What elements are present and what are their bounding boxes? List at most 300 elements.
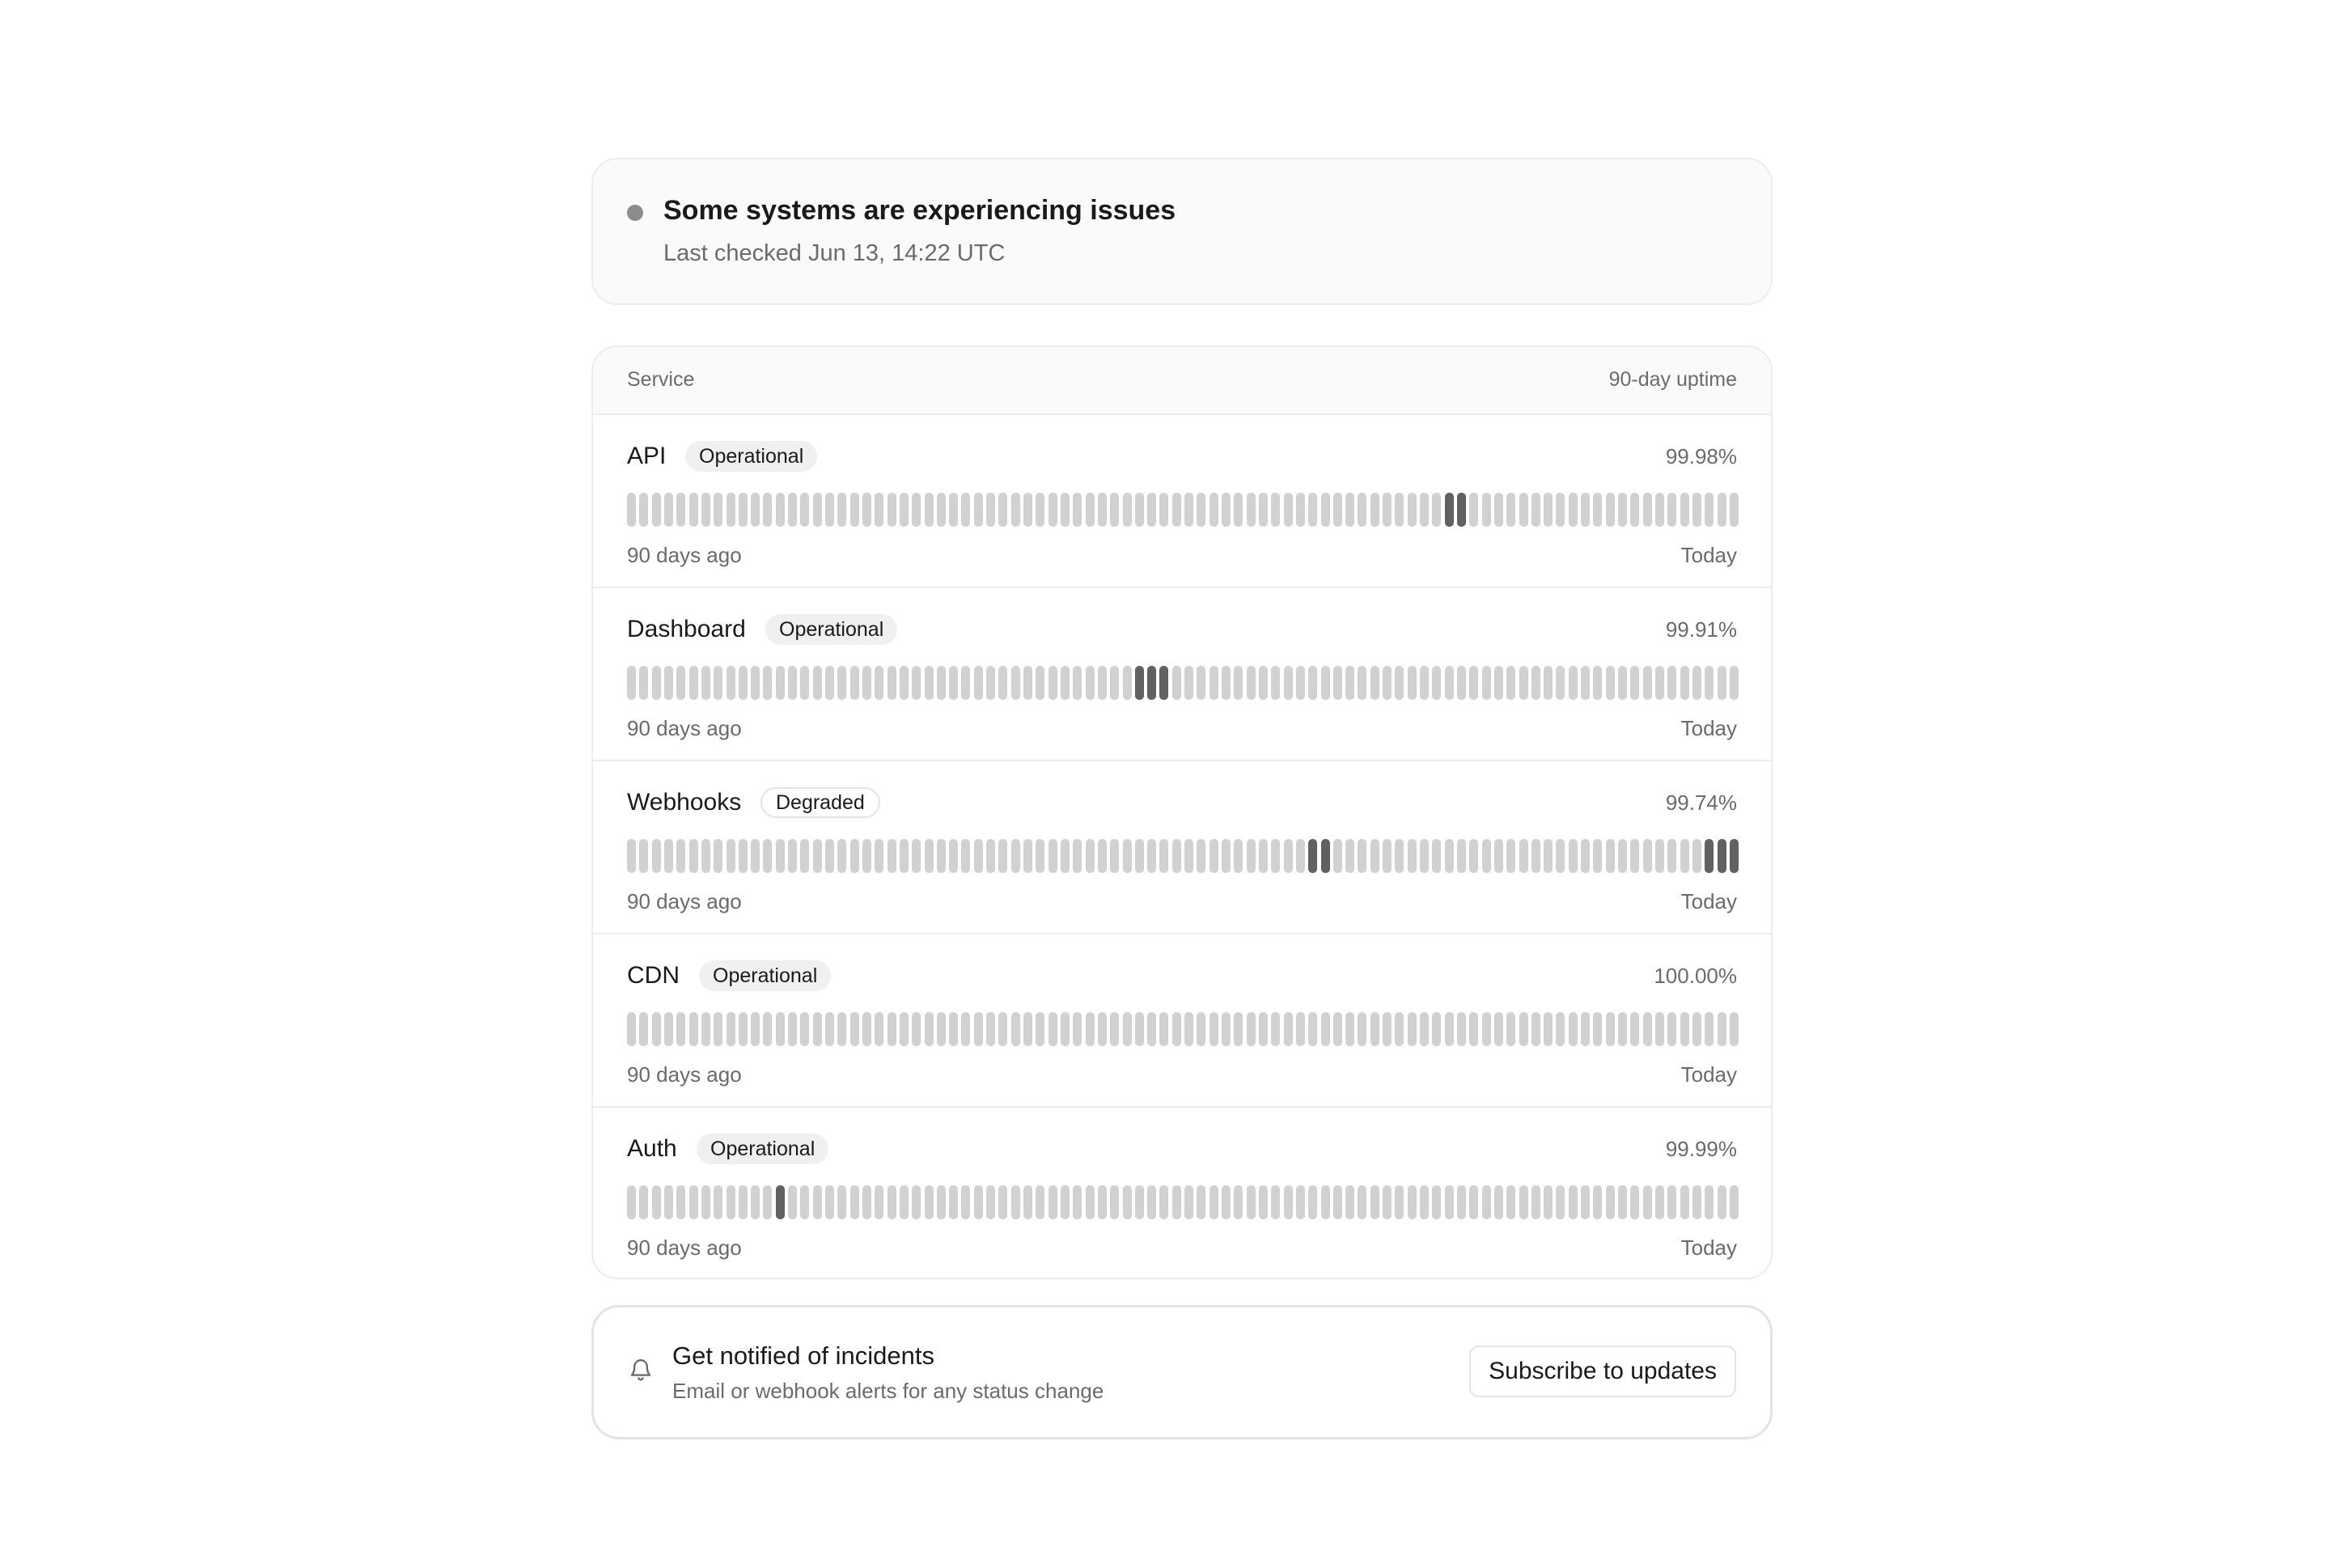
uptime-day-bar[interactable] [1581,493,1590,527]
uptime-day-bar[interactable] [813,493,822,527]
uptime-day-bar[interactable] [1569,1185,1578,1219]
uptime-day-bar[interactable] [1606,1185,1615,1219]
uptime-day-bar[interactable] [1420,839,1429,873]
uptime-day-bar[interactable] [1184,839,1193,873]
uptime-day-bar[interactable] [888,839,896,873]
uptime-day-bar[interactable] [1457,1185,1466,1219]
uptime-day-bar[interactable] [961,666,970,700]
uptime-day-bar[interactable] [1593,1012,1602,1046]
uptime-day-bar[interactable] [986,493,995,527]
uptime-day-bar[interactable] [1531,1185,1540,1219]
uptime-day-bar[interactable] [1569,666,1578,700]
uptime-day-bar[interactable] [1705,1012,1714,1046]
uptime-day-bar[interactable] [1011,493,1020,527]
uptime-day-bar[interactable] [900,666,909,700]
uptime-day-bar[interactable] [776,666,785,700]
uptime-day-bar[interactable] [1135,1012,1144,1046]
uptime-day-bar[interactable] [1023,493,1032,527]
uptime-day-bar[interactable] [986,1012,995,1046]
uptime-day-bar[interactable] [800,666,809,700]
uptime-day-bar[interactable] [1395,839,1404,873]
uptime-day-bar[interactable] [1197,1185,1205,1219]
uptime-day-bar[interactable] [676,1185,685,1219]
uptime-day-bar[interactable] [1544,1012,1553,1046]
uptime-day-bar[interactable] [676,1012,685,1046]
uptime-day-bar[interactable] [1593,666,1602,700]
uptime-day-bar[interactable] [788,1185,797,1219]
uptime-day-bar[interactable] [714,666,722,700]
uptime-day-bar[interactable] [1184,666,1193,700]
uptime-day-bar[interactable] [1011,1185,1020,1219]
uptime-day-bar[interactable] [998,1185,1007,1219]
uptime-day-bar[interactable] [1048,1185,1057,1219]
uptime-day-bar[interactable] [689,1012,698,1046]
uptime-day-bar[interactable] [900,1012,909,1046]
uptime-day-bar[interactable] [998,1012,1007,1046]
uptime-day-bar[interactable] [1123,1185,1132,1219]
uptime-day-bar[interactable] [627,666,636,700]
uptime-day-bar[interactable] [1358,493,1366,527]
uptime-day-bar[interactable] [1383,1012,1392,1046]
uptime-day-bar[interactable] [763,839,772,873]
uptime-day-bar[interactable] [652,493,661,527]
uptime-day-bar[interactable] [1457,839,1466,873]
uptime-day-bar[interactable] [850,839,859,873]
uptime-day-bar-incident[interactable] [1457,493,1466,527]
uptime-day-bar[interactable] [1482,1012,1491,1046]
uptime-day-bar[interactable] [1667,493,1676,527]
uptime-day-bar[interactable] [1073,1185,1082,1219]
uptime-day-bar[interactable] [1556,1012,1565,1046]
uptime-day-bar[interactable] [1271,839,1280,873]
uptime-day-bar[interactable] [1345,1185,1354,1219]
uptime-day-bar[interactable] [825,1185,834,1219]
uptime-day-bar[interactable] [1718,1185,1726,1219]
uptime-day-bar[interactable] [1408,666,1417,700]
uptime-day-bar[interactable] [714,1012,722,1046]
uptime-day-bar[interactable] [800,839,809,873]
uptime-day-bar[interactable] [1036,666,1044,700]
uptime-day-bar[interactable] [701,1012,710,1046]
uptime-day-bar[interactable] [1445,1185,1454,1219]
uptime-day-bar[interactable] [1023,666,1032,700]
uptime-day-bar[interactable] [1271,493,1280,527]
uptime-day-bar[interactable] [1345,493,1354,527]
uptime-day-bar[interactable] [1630,1185,1639,1219]
uptime-day-bar[interactable] [727,493,735,527]
uptime-day-bar[interactable] [1606,839,1615,873]
uptime-day-bar[interactable] [1284,1185,1293,1219]
uptime-day-bar[interactable] [900,1185,909,1219]
uptime-day-bar[interactable] [1197,839,1205,873]
uptime-day-bar[interactable] [1222,666,1231,700]
uptime-day-bar[interactable] [1209,839,1218,873]
uptime-day-bar[interactable] [925,493,934,527]
uptime-day-bar[interactable] [813,1185,822,1219]
uptime-day-bar[interactable] [1308,1185,1317,1219]
uptime-day-bar-incident[interactable] [1321,839,1330,873]
uptime-day-bar-incident[interactable] [1147,666,1156,700]
uptime-day-bar[interactable] [1209,1185,1218,1219]
uptime-day-bar[interactable] [1296,839,1305,873]
uptime-day-bar[interactable] [1159,493,1168,527]
uptime-day-bar[interactable] [1184,1185,1193,1219]
uptime-day-bar[interactable] [1643,839,1652,873]
uptime-day-bar[interactable] [664,666,673,700]
uptime-day-bar-incident[interactable] [776,1185,785,1219]
uptime-day-bar[interactable] [1519,1185,1528,1219]
uptime-day-bar[interactable] [1061,493,1070,527]
uptime-day-bar[interactable] [639,1012,648,1046]
uptime-day-bar[interactable] [961,1012,970,1046]
uptime-day-bar[interactable] [1259,1012,1268,1046]
uptime-day-bar[interactable] [1197,666,1205,700]
uptime-day-bar[interactable] [912,666,921,700]
uptime-day-bar[interactable] [1321,1185,1330,1219]
uptime-day-bar[interactable] [850,666,859,700]
uptime-day-bar[interactable] [1172,1185,1181,1219]
uptime-day-bar[interactable] [751,839,760,873]
uptime-day-bar[interactable] [1655,839,1664,873]
uptime-day-bar[interactable] [1692,1012,1701,1046]
uptime-day-bar[interactable] [974,1185,983,1219]
uptime-day-bar[interactable] [1197,1012,1205,1046]
uptime-day-bar[interactable] [1506,666,1515,700]
uptime-day-bar[interactable] [1692,666,1701,700]
uptime-day-bar[interactable] [1234,1012,1243,1046]
uptime-day-bar[interactable] [701,1185,710,1219]
uptime-day-bar[interactable] [1086,493,1095,527]
uptime-day-bar[interactable] [949,1012,958,1046]
uptime-day-bar[interactable] [776,1012,785,1046]
uptime-day-bar[interactable] [1469,839,1478,873]
uptime-day-bar[interactable] [875,666,883,700]
uptime-day-bar[interactable] [1618,839,1627,873]
uptime-day-bar[interactable] [1730,666,1739,700]
uptime-day-bar[interactable] [1222,1185,1231,1219]
uptime-day-bar[interactable] [850,1012,859,1046]
uptime-day-bar[interactable] [837,1185,846,1219]
uptime-day-bar[interactable] [776,839,785,873]
uptime-day-bar[interactable] [1494,839,1503,873]
uptime-day-bar[interactable] [1680,493,1689,527]
uptime-day-bar[interactable] [1247,1012,1256,1046]
uptime-day-bar[interactable] [1110,666,1119,700]
uptime-day-bar[interactable] [1630,839,1639,873]
uptime-day-bar[interactable] [1159,1185,1168,1219]
uptime-day-bar[interactable] [1036,493,1044,527]
uptime-day-bar[interactable] [1321,493,1330,527]
uptime-day-bar[interactable] [837,839,846,873]
uptime-day-bar[interactable] [1011,1012,1020,1046]
uptime-day-bar[interactable] [1581,1185,1590,1219]
uptime-day-bar[interactable] [751,1012,760,1046]
uptime-day-bar[interactable] [937,493,946,527]
uptime-day-bar-incident[interactable] [1159,666,1168,700]
uptime-day-bar[interactable] [1247,1185,1256,1219]
uptime-day-bar[interactable] [676,666,685,700]
uptime-day-bar[interactable] [1630,493,1639,527]
uptime-day-bar[interactable] [1630,1012,1639,1046]
uptime-day-bar[interactable] [1296,1012,1305,1046]
uptime-day-bar[interactable] [1730,1185,1739,1219]
uptime-day-bar[interactable] [1023,839,1032,873]
uptime-day-bar[interactable] [1259,493,1268,527]
uptime-day-bar[interactable] [1494,493,1503,527]
uptime-day-bar[interactable] [800,1185,809,1219]
uptime-day-bar[interactable] [1581,1012,1590,1046]
uptime-day-bar[interactable] [1408,493,1417,527]
uptime-day-bar[interactable] [664,1012,673,1046]
uptime-day-bar[interactable] [1234,493,1243,527]
uptime-day-bar[interactable] [949,839,958,873]
uptime-day-bar[interactable] [1259,839,1268,873]
uptime-day-bar[interactable] [689,1185,698,1219]
uptime-day-bar[interactable] [1445,666,1454,700]
uptime-day-bar[interactable] [689,666,698,700]
uptime-day-bar[interactable] [1098,1012,1107,1046]
uptime-day-bar[interactable] [1494,1185,1503,1219]
uptime-day-bar[interactable] [788,666,797,700]
uptime-day-bar[interactable] [1222,493,1231,527]
uptime-day-bar[interactable] [1086,1185,1095,1219]
uptime-day-bar[interactable] [1370,839,1379,873]
uptime-day-bar[interactable] [1544,1185,1553,1219]
uptime-day-bar[interactable] [1667,666,1676,700]
uptime-day-bar[interactable] [813,1012,822,1046]
uptime-day-bar[interactable] [1172,666,1181,700]
uptime-day-bar[interactable] [1259,1185,1268,1219]
uptime-day-bar[interactable] [862,839,871,873]
uptime-day-bar-incident[interactable] [1730,839,1739,873]
uptime-day-bar[interactable] [1569,1012,1578,1046]
uptime-day-bar[interactable] [1048,493,1057,527]
uptime-day-bar[interactable] [1469,666,1478,700]
uptime-day-bar[interactable] [825,839,834,873]
uptime-day-bar[interactable] [1494,1012,1503,1046]
uptime-day-bar[interactable] [627,493,636,527]
uptime-day-bar[interactable] [1556,839,1565,873]
uptime-day-bar-incident[interactable] [1718,839,1726,873]
uptime-day-bar[interactable] [1618,666,1627,700]
uptime-day-bar[interactable] [1593,493,1602,527]
uptime-day-bar[interactable] [639,493,648,527]
uptime-day-bar[interactable] [998,493,1007,527]
uptime-day-bar[interactable] [1110,1012,1119,1046]
uptime-day-bar[interactable] [689,839,698,873]
uptime-day-bar[interactable] [1333,493,1342,527]
uptime-day-bar[interactable] [1147,1185,1156,1219]
uptime-day-bar[interactable] [1519,493,1528,527]
uptime-day-bar[interactable] [837,493,846,527]
uptime-day-bar[interactable] [1333,1012,1342,1046]
uptime-day-bar[interactable] [1234,839,1243,873]
uptime-day-bar[interactable] [1247,493,1256,527]
uptime-day-bar[interactable] [1172,493,1181,527]
uptime-day-bar[interactable] [1655,666,1664,700]
uptime-day-bar[interactable] [1073,1012,1082,1046]
uptime-day-bar[interactable] [1135,839,1144,873]
uptime-day-bar[interactable] [1333,666,1342,700]
uptime-day-bar[interactable] [937,1185,946,1219]
uptime-day-bar[interactable] [727,1185,735,1219]
uptime-day-bar[interactable] [1296,1185,1305,1219]
uptime-day-bar[interactable] [813,666,822,700]
uptime-day-bar[interactable] [1667,1185,1676,1219]
uptime-day-bar[interactable] [1011,839,1020,873]
uptime-day-bar[interactable] [1544,666,1553,700]
uptime-day-bar[interactable] [1098,493,1107,527]
uptime-day-bar[interactable] [1519,1012,1528,1046]
uptime-day-bar[interactable] [986,1185,995,1219]
uptime-day-bar[interactable] [961,1185,970,1219]
uptime-day-bar[interactable] [1383,839,1392,873]
uptime-day-bar[interactable] [689,493,698,527]
uptime-day-bar[interactable] [949,1185,958,1219]
uptime-day-bar[interactable] [1643,1185,1652,1219]
uptime-day-bar[interactable] [1680,666,1689,700]
uptime-day-bar[interactable] [1023,1012,1032,1046]
uptime-day-bar[interactable] [974,839,983,873]
uptime-day-bar[interactable] [1147,1012,1156,1046]
uptime-day-bar[interactable] [788,493,797,527]
uptime-day-bar[interactable] [974,1012,983,1046]
uptime-day-bar[interactable] [1284,1012,1293,1046]
uptime-day-bar[interactable] [1061,839,1070,873]
uptime-day-bar[interactable] [739,493,748,527]
uptime-day-bar[interactable] [862,493,871,527]
uptime-day-bar[interactable] [1159,1012,1168,1046]
uptime-day-bar[interactable] [1630,666,1639,700]
uptime-day-bar[interactable] [1730,1012,1739,1046]
uptime-day-bar-incident[interactable] [1135,666,1144,700]
uptime-day-bar[interactable] [1680,839,1689,873]
uptime-day-bar[interactable] [1692,839,1701,873]
uptime-day-bar[interactable] [949,666,958,700]
uptime-day-bar[interactable] [1172,1012,1181,1046]
uptime-day-bar[interactable] [1209,493,1218,527]
uptime-day-bar[interactable] [1284,493,1293,527]
uptime-day-bar[interactable] [1147,839,1156,873]
uptime-day-bar[interactable] [1618,1185,1627,1219]
uptime-day-bar[interactable] [1420,1012,1429,1046]
uptime-day-bar[interactable] [1383,493,1392,527]
uptime-day-bar[interactable] [888,1185,896,1219]
uptime-day-bar[interactable] [937,839,946,873]
uptime-day-bar[interactable] [1358,666,1366,700]
uptime-day-bar[interactable] [850,1185,859,1219]
uptime-day-bar[interactable] [1234,1185,1243,1219]
uptime-day-bar[interactable] [1345,666,1354,700]
uptime-day-bar[interactable] [1321,1012,1330,1046]
uptime-day-bar[interactable] [1569,493,1578,527]
uptime-day-bar[interactable] [1333,839,1342,873]
uptime-day-bar[interactable] [788,1012,797,1046]
uptime-day-bar[interactable] [1667,839,1676,873]
uptime-day-bar[interactable] [1358,839,1366,873]
uptime-day-bar[interactable] [1445,1012,1454,1046]
uptime-day-bar[interactable] [1308,666,1317,700]
uptime-day-bar[interactable] [850,493,859,527]
uptime-day-bar[interactable] [862,1012,871,1046]
uptime-day-bar[interactable] [1048,666,1057,700]
uptime-day-bar[interactable] [1036,1185,1044,1219]
uptime-day-bar[interactable] [1370,1185,1379,1219]
uptime-day-bar[interactable] [1395,1012,1404,1046]
uptime-day-bar[interactable] [825,1012,834,1046]
uptime-day-bar[interactable] [1680,1012,1689,1046]
uptime-day-bar[interactable] [949,493,958,527]
uptime-day-bar[interactable] [1457,1012,1466,1046]
uptime-day-bar[interactable] [888,493,896,527]
uptime-day-bar[interactable] [1482,839,1491,873]
uptime-day-bar[interactable] [1519,839,1528,873]
uptime-day-bar[interactable] [1147,493,1156,527]
uptime-day-bar[interactable] [925,666,934,700]
uptime-day-bar[interactable] [1408,1012,1417,1046]
uptime-day-bar[interactable] [1247,839,1256,873]
uptime-day-bar[interactable] [1432,839,1441,873]
uptime-day-bar[interactable] [1581,839,1590,873]
uptime-day-bar[interactable] [1395,666,1404,700]
uptime-day-bar[interactable] [676,839,685,873]
uptime-day-bar[interactable] [1606,666,1615,700]
uptime-day-bar[interactable] [1086,1012,1095,1046]
uptime-day-bar[interactable] [800,493,809,527]
uptime-day-bar[interactable] [1234,666,1243,700]
uptime-day-bar[interactable] [1730,493,1739,527]
uptime-day-bar[interactable] [701,666,710,700]
uptime-day-bar[interactable] [1086,666,1095,700]
uptime-day-bar[interactable] [1259,666,1268,700]
uptime-day-bar[interactable] [1506,1012,1515,1046]
uptime-day-bar[interactable] [1618,1012,1627,1046]
uptime-day-bar[interactable] [1061,666,1070,700]
uptime-day-bar[interactable] [1073,493,1082,527]
uptime-day-bar[interactable] [974,493,983,527]
uptime-day-bar[interactable] [1284,839,1293,873]
uptime-day-bar[interactable] [825,493,834,527]
uptime-day-bar[interactable] [1718,666,1726,700]
uptime-day-bar[interactable] [739,839,748,873]
uptime-day-bar[interactable] [1482,666,1491,700]
uptime-day-bar-incident[interactable] [1308,839,1317,873]
uptime-day-bar[interactable] [1482,493,1491,527]
uptime-day-bar[interactable] [1494,666,1503,700]
uptime-day-bar[interactable] [1184,493,1193,527]
uptime-day-bar[interactable] [627,1012,636,1046]
uptime-day-bar[interactable] [701,839,710,873]
uptime-day-bar[interactable] [1172,839,1181,873]
uptime-day-bar[interactable] [1692,1185,1701,1219]
uptime-day-bar[interactable] [888,1012,896,1046]
uptime-day-bar[interactable] [652,1012,661,1046]
uptime-day-bar[interactable] [1469,493,1478,527]
subscribe-button[interactable]: Subscribe to updates [1469,1346,1736,1397]
uptime-day-bar[interactable] [664,839,673,873]
uptime-day-bar[interactable] [912,839,921,873]
uptime-day-bar[interactable] [1643,493,1652,527]
uptime-day-bar[interactable] [1593,839,1602,873]
uptime-day-bar[interactable] [1098,839,1107,873]
uptime-day-bar[interactable] [1383,1185,1392,1219]
uptime-day-bar[interactable] [1506,839,1515,873]
uptime-day-bar[interactable] [1506,1185,1515,1219]
uptime-day-bar[interactable] [1420,1185,1429,1219]
uptime-day-bar[interactable] [1123,1012,1132,1046]
uptime-day-bar[interactable] [1655,1012,1664,1046]
uptime-day-bar[interactable] [888,666,896,700]
